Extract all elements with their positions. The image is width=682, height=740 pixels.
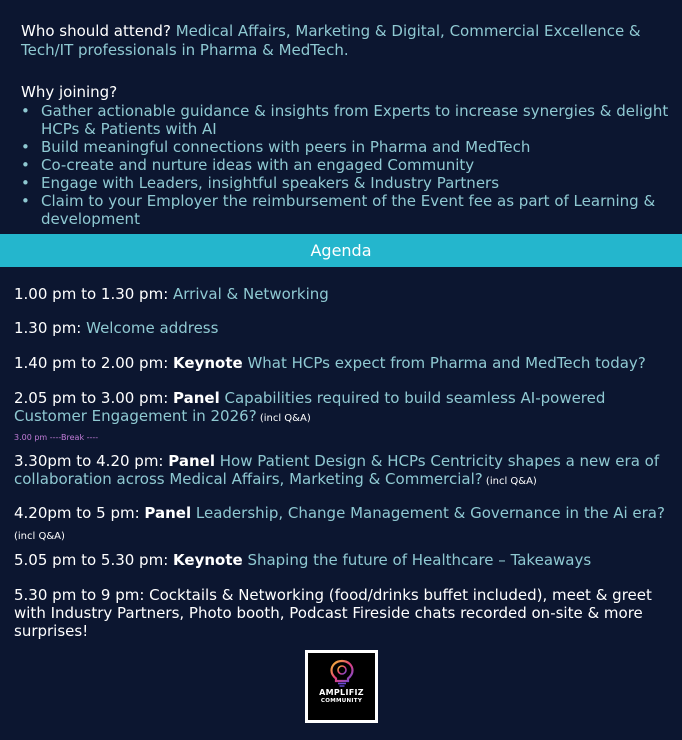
agenda-tag: Panel [168,452,215,470]
bullet-icon: • [21,138,30,156]
agenda-tag: Keynote [173,354,243,372]
agenda-time: 1.00 pm to 1.30 pm: [14,285,169,303]
agenda-title-text: Capabilities required to build seamless AI-powered Customer Engagement in 2026? [14,389,606,425]
list-item: • Build meaningful connections with peers in Pharma and MedTech [21,138,531,156]
list-item: • Engage with Leaders, insightful speakers & Industry Partners [21,174,500,192]
agenda-time: 4.20pm to 5 pm: [14,504,145,522]
agenda-tag: Keynote [173,551,243,569]
agenda-title-text: Leadership, Change Management & Governance in the Ai era? [191,504,665,522]
agenda-closing-text: 5.30 pm to 9 pm: Cocktails & Networking (food/drinks buffet included), meet & greet with Industry Partners, Photo booth, Podcast Fireside chats recorded on-site & more surprises! [14,586,652,640]
agenda-title-text: Arrival & Networking [168,285,329,303]
bullet-icon: • [21,174,30,192]
agenda-time: 1.40 pm to 2.00 pm: [14,354,174,372]
agenda-title: Agenda [310,241,372,260]
list-item: • Gather actionable guidance & insights from Experts to increase synergies & delight HCPs & Patients with AI [21,102,669,138]
bullet-icon: • [21,156,30,174]
agenda-note: (incl Q&A) [14,531,65,542]
agenda-title-text: What HCPs expect from Pharma and MedTech today? [242,354,646,372]
attend-label: Who should attend? [21,22,171,40]
why-joining-list [21,102,671,228]
agenda-note: (incl Q&A) [482,476,537,487]
agenda-item [14,551,676,569]
agenda-header [0,234,682,267]
list-item: • Claim to your Employer the reimbursement of the Event fee as part of Learning & development [21,192,656,228]
agenda-title-text: Shaping the future of Healthcare – Takeaways [242,551,592,569]
bullet-icon: • [21,192,30,210]
agenda-time: 1.30 pm: [14,319,82,337]
agenda-item [14,354,676,372]
agenda-item [14,586,676,640]
agenda-item [14,504,676,546]
amplifiz-logo [305,650,378,723]
agenda-time: 2.05 pm to 3.00 pm: [14,389,174,407]
agenda-title-text: How Patient Design & HCPs Centricity shapes a new era of collaboration across Medical Affairs, Marketing & Commercial? [14,452,660,488]
bullet-icon: • [21,102,30,120]
why-joining-section [21,83,671,228]
agenda-item [14,319,676,337]
agenda-tag: Panel [173,389,220,407]
agenda-note: (incl Q&A) [256,413,311,424]
agenda-time: 3.30pm to 4.20 pm: [14,452,169,470]
agenda-title-text: Welcome address [81,319,219,337]
agenda-item [14,452,676,491]
agenda-item [14,285,676,303]
agenda-item [14,389,676,428]
why-joining-heading: Why joining? [21,83,118,101]
who-should-attend [21,22,671,60]
attend-text: Medical Affairs, Marketing & Digital, Commercial Excellence & Tech/IT professionals in Pharma & MedTech. [21,22,641,59]
break-label: 3.00 pm ----Break ---- [14,433,99,442]
lightbulb-icon [329,659,355,687]
logo-line-1: AMPLIFIZ [319,688,364,697]
agenda-tag: Panel [144,504,192,522]
list-item: • Co-create and nurture ideas with an engaged Community [21,156,475,174]
agenda-time: 5.05 pm to 5.30 pm: [14,551,174,569]
logo-line-2: COMMUNITY [320,698,363,704]
